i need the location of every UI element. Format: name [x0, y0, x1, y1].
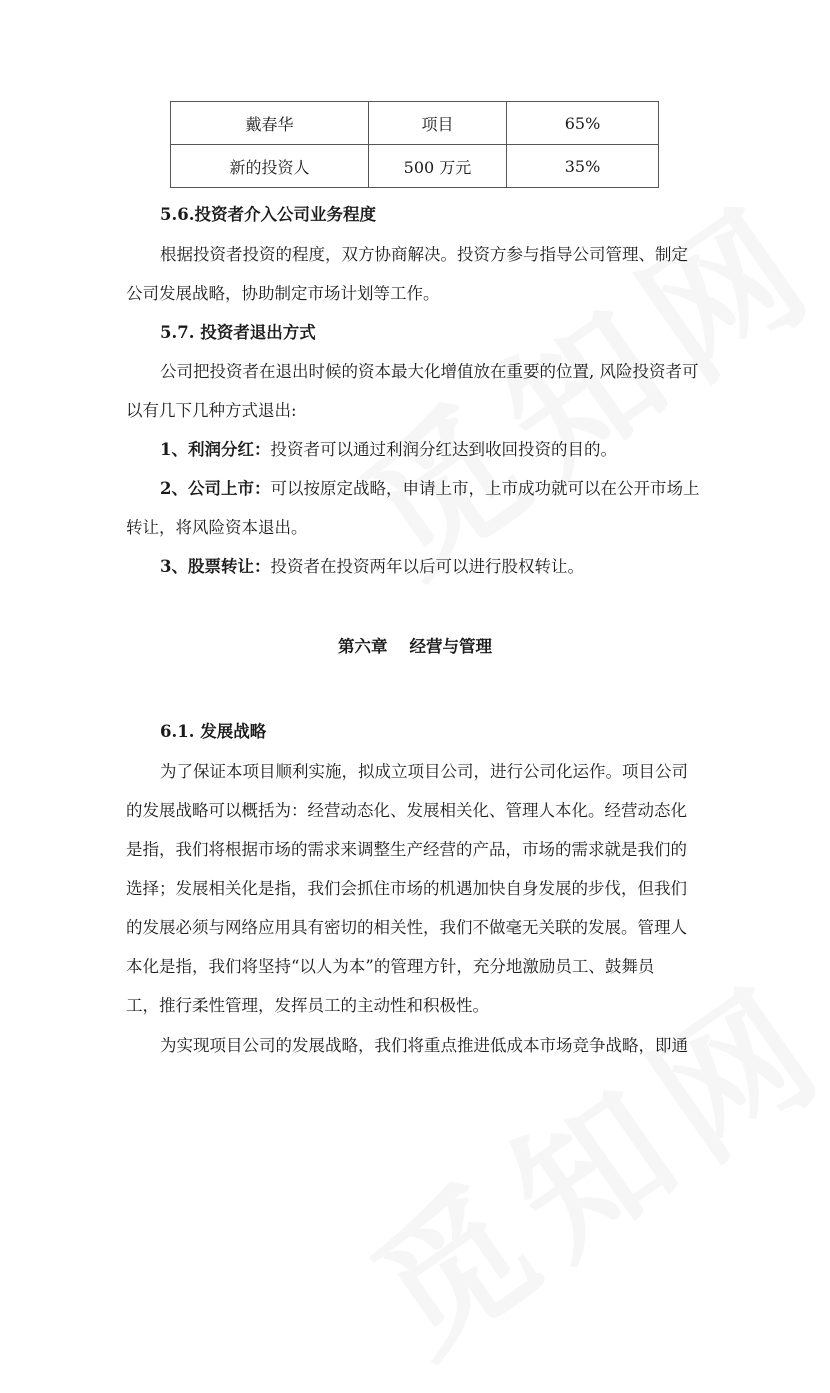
- table-cell: 戴春华: [171, 102, 369, 145]
- paragraph-line: 本化是指，我们将坚持“以人为本”的管理方针，充分地激励员工、鼓舞员: [126, 957, 655, 976]
- list-item-label: 1、利润分红：: [160, 440, 271, 459]
- table-cell: 项目: [369, 102, 507, 145]
- chapter-number: 第六章: [338, 637, 388, 656]
- list-item: [160, 478, 699, 500]
- list-item: [160, 439, 617, 461]
- list-item-text: 投资者在投资两年以后可以进行股权转让。: [270, 557, 584, 576]
- list-item: [160, 556, 584, 578]
- paragraph-line: 公司发展战略，协助制定市场计划等工作。: [126, 284, 440, 303]
- table-row: [171, 102, 659, 145]
- list-item-label: 3、股票转让：: [160, 557, 271, 576]
- table-cell: 35%: [507, 145, 659, 188]
- paragraph-line: 根据投资者投资的程度，双方协商解决。投资方参与指导公司管理、制定: [160, 245, 688, 264]
- watermark: [324, 923, 830, 1392]
- chapter-name: 经营与管理: [409, 637, 492, 656]
- equity-table: [170, 101, 659, 188]
- section-heading: 6.1. 发展战略: [160, 722, 267, 741]
- section-heading: 5.6.投资者介入公司业务程度: [160, 205, 376, 224]
- table-row: [171, 145, 659, 188]
- paragraph-line: 是指，我们将根据市场的需求来调整生产经营的产品，市场的需求就是我们的: [126, 840, 687, 859]
- paragraph-line: 的发展战略可以概括为：经营动态化、发展相关化、管理人本化。经营动态化: [126, 801, 687, 820]
- paragraph-line: 工，推行柔性管理，发挥员工的主动性和积极性。: [126, 996, 489, 1015]
- table-cell: 500 万元: [369, 145, 507, 188]
- paragraph-line: 转让，将风险资本退出。: [126, 518, 308, 537]
- paragraph-line: 为了保证本项目顺利实施，拟成立项目公司，进行公司化运作。项目公司: [160, 762, 688, 781]
- list-item-text: 投资者可以通过利润分红达到收回投资的目的。: [270, 440, 617, 459]
- list-item-text: 可以按原定战略，申请上市，上市成功就可以在公开市场上: [270, 479, 700, 498]
- paragraph-line: 公司把投资者在退出时候的资本最大化增值放在重要的位置, 风险投资者可: [160, 362, 699, 381]
- table-cell: 新的投资人: [171, 145, 369, 188]
- list-item-label: 2、公司上市：: [160, 479, 271, 498]
- paragraph-line: 的发展必须与网络应用具有密切的相关性，我们不做毫无关联的发展。管理人: [126, 918, 687, 937]
- section-heading: 5.7. 投资者退出方式: [160, 323, 316, 342]
- paragraph-line: 为实现项目公司的发展战略，我们将重点推进低成本市场竞争战略，即通: [160, 1036, 688, 1055]
- chapter-title: [0, 636, 830, 658]
- paragraph-line: 选择；发展相关化是指，我们会抓住市场的机遇加快自身发展的步伐，但我们: [126, 879, 687, 898]
- table-cell: 65%: [507, 102, 659, 145]
- paragraph-line: 以有几下几种方式退出:: [126, 401, 297, 420]
